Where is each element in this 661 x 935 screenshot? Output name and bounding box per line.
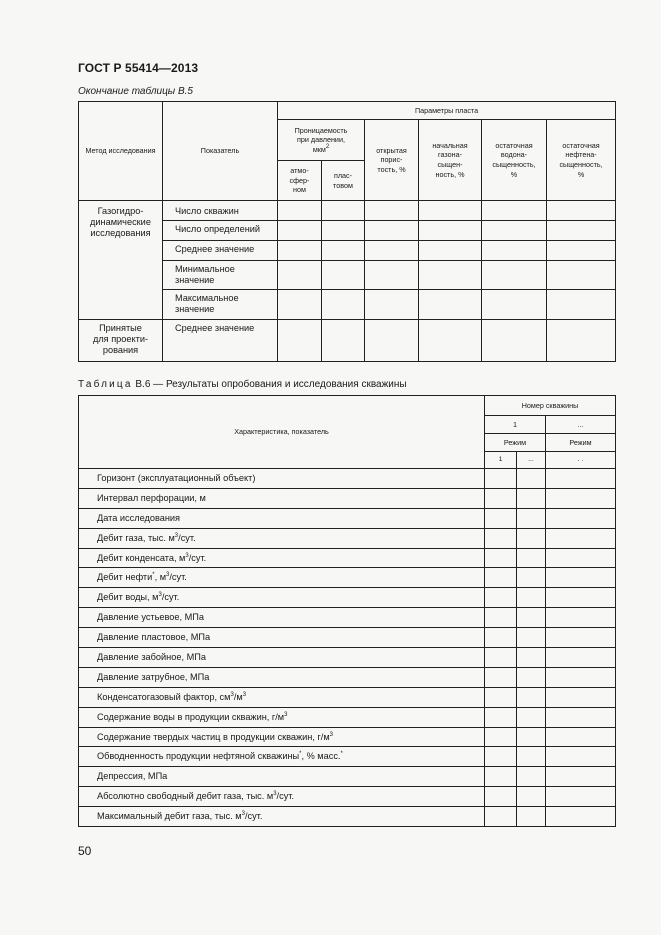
value-cell[interactable] bbox=[546, 608, 616, 628]
value-cell[interactable] bbox=[517, 628, 546, 648]
value-cell[interactable] bbox=[546, 588, 616, 608]
value-cell[interactable] bbox=[546, 508, 616, 528]
characteristic-row-label: Давление пластовое, МПа bbox=[79, 628, 485, 648]
value-cell[interactable] bbox=[278, 241, 322, 261]
value-cell[interactable] bbox=[517, 807, 546, 827]
characteristic-row-label: Дебит воды, $м^3$/сут. bbox=[79, 588, 485, 608]
value-cell[interactable] bbox=[278, 320, 322, 362]
mode-header-2: Режим bbox=[546, 434, 616, 452]
value-cell[interactable] bbox=[365, 320, 419, 362]
value-cell[interactable] bbox=[322, 221, 365, 241]
value-cell[interactable] bbox=[419, 290, 482, 320]
value-cell[interactable] bbox=[517, 588, 546, 608]
characteristic-row-label: Дебит газа, тыс. $м^3$/сут. bbox=[79, 528, 485, 548]
table-b6 bbox=[78, 395, 616, 827]
value-cell[interactable] bbox=[482, 201, 547, 221]
value-cell[interactable] bbox=[485, 568, 517, 588]
value-cell[interactable] bbox=[482, 221, 547, 241]
value-cell[interactable] bbox=[365, 261, 419, 290]
indicator-header: Показатель bbox=[163, 102, 278, 201]
value-cell[interactable] bbox=[482, 241, 547, 261]
value-cell[interactable] bbox=[419, 241, 482, 261]
value-cell[interactable] bbox=[322, 241, 365, 261]
value-cell[interactable] bbox=[485, 787, 517, 807]
value-cell[interactable] bbox=[517, 469, 546, 489]
value-cell[interactable] bbox=[485, 707, 517, 727]
mode-sub-1: 1 bbox=[485, 452, 517, 469]
mode-sub-more-2: . . bbox=[546, 452, 616, 469]
well-number-header: Номер скважины bbox=[485, 396, 616, 416]
value-cell[interactable] bbox=[546, 568, 616, 588]
value-cell[interactable] bbox=[322, 261, 365, 290]
value-cell[interactable] bbox=[517, 787, 546, 807]
characteristic-row-label: Дебит конденсата, $м^3$/сут. bbox=[79, 548, 485, 568]
open-porosity-header: открытая порис- тость, % bbox=[365, 120, 419, 201]
value-cell[interactable] bbox=[278, 261, 322, 290]
value-cell[interactable] bbox=[485, 548, 517, 568]
permeability-header: Проницаемость при давлении, мкм$^2$ bbox=[278, 120, 365, 161]
value-cell[interactable] bbox=[546, 628, 616, 648]
value-cell[interactable] bbox=[517, 767, 546, 787]
value-cell[interactable] bbox=[517, 747, 546, 767]
characteristic-row-label: Содержание воды в продукции скважин, $г/м^3$ bbox=[79, 707, 485, 727]
value-cell[interactable] bbox=[485, 727, 517, 747]
value-cell[interactable] bbox=[419, 221, 482, 241]
value-cell[interactable] bbox=[485, 648, 517, 668]
value-cell[interactable] bbox=[546, 548, 616, 568]
table-b5 bbox=[78, 101, 616, 362]
characteristic-row-label: Дебит нефти*, $м^3$/сут. bbox=[79, 568, 485, 588]
value-cell[interactable] bbox=[485, 807, 517, 827]
value-cell[interactable] bbox=[547, 221, 616, 241]
document-standard-number: ГОСТ Р 55414—2013 bbox=[78, 61, 199, 75]
value-cell[interactable] bbox=[485, 588, 517, 608]
value-cell[interactable] bbox=[546, 707, 616, 727]
characteristic-row-label: Давление забойное, МПа bbox=[79, 648, 485, 668]
value-cell[interactable] bbox=[365, 221, 419, 241]
value-cell[interactable] bbox=[482, 261, 547, 290]
value-cell[interactable] bbox=[322, 290, 365, 320]
value-cell[interactable] bbox=[547, 241, 616, 261]
value-cell[interactable] bbox=[547, 261, 616, 290]
value-cell[interactable] bbox=[365, 241, 419, 261]
indicator-cell: Среднее значение bbox=[163, 241, 278, 261]
value-cell[interactable] bbox=[546, 687, 616, 707]
table-b5-caption: Окончание таблицы В.5 bbox=[78, 86, 193, 97]
value-cell[interactable] bbox=[485, 488, 517, 508]
value-cell[interactable] bbox=[546, 667, 616, 687]
value-cell[interactable] bbox=[485, 628, 517, 648]
value-cell[interactable] bbox=[485, 608, 517, 628]
reservoir-parameters-header: Параметры пласта bbox=[278, 102, 616, 120]
value-cell[interactable] bbox=[517, 528, 546, 548]
table-b6-caption: Таблица В.6 — Результаты опробования и исследования скважины bbox=[78, 379, 407, 390]
mode-sub-more: ... bbox=[517, 452, 546, 469]
characteristic-row-label: Дата исследования bbox=[79, 508, 485, 528]
indicator-cell: Минимальное значение bbox=[163, 261, 278, 290]
indicator-cell: Число определений bbox=[163, 221, 278, 241]
value-cell[interactable] bbox=[485, 747, 517, 767]
characteristic-row-label: Депрессия, МПа bbox=[79, 767, 485, 787]
reservoir-pressure-header: плас- товом bbox=[322, 161, 365, 201]
value-cell[interactable] bbox=[547, 290, 616, 320]
value-cell[interactable] bbox=[517, 687, 546, 707]
value-cell[interactable] bbox=[517, 568, 546, 588]
value-cell[interactable] bbox=[485, 687, 517, 707]
value-cell[interactable] bbox=[546, 747, 616, 767]
value-cell[interactable] bbox=[517, 707, 546, 727]
characteristic-row-label: Горизонт (эксплуатационный объект) bbox=[79, 469, 485, 489]
characteristic-row-label: Конденсатогазовый фактор, $см^3/м^3$ bbox=[79, 687, 485, 707]
value-cell[interactable] bbox=[419, 201, 482, 221]
characteristic-row-label: Содержание твердых частиц в продукции скважин, $г/м^3$ bbox=[79, 727, 485, 747]
well-more-header: ... bbox=[546, 416, 616, 434]
value-cell[interactable] bbox=[482, 320, 547, 362]
value-cell[interactable] bbox=[517, 488, 546, 508]
residual-water-saturation-header: остаточная водона- сыщенность, % bbox=[482, 120, 547, 201]
value-cell[interactable] bbox=[485, 667, 517, 687]
value-cell[interactable] bbox=[485, 767, 517, 787]
value-cell[interactable] bbox=[517, 667, 546, 687]
characteristic-header: Характеристика, показатель bbox=[79, 396, 485, 469]
value-cell[interactable] bbox=[546, 767, 616, 787]
value-cell[interactable] bbox=[278, 201, 322, 221]
value-cell[interactable] bbox=[517, 727, 546, 747]
value-cell[interactable] bbox=[546, 469, 616, 489]
indicator-cell: Максимальное значение bbox=[163, 290, 278, 320]
residual-oil-saturation-header: остаточная нефтена- сыщенность, % bbox=[547, 120, 616, 201]
characteristic-row-label: Давление затрубное, МПа bbox=[79, 667, 485, 687]
well-1-header: 1 bbox=[485, 416, 546, 434]
value-cell[interactable] bbox=[547, 201, 616, 221]
value-cell[interactable] bbox=[485, 508, 517, 528]
characteristic-row-label: Обводненность продукции нефтяной скважины*, % масс.* bbox=[79, 747, 485, 767]
value-cell[interactable] bbox=[517, 648, 546, 668]
value-cell[interactable] bbox=[322, 320, 365, 362]
value-cell[interactable] bbox=[278, 221, 322, 241]
value-cell[interactable] bbox=[546, 488, 616, 508]
indicator-cell: Среднее значение bbox=[163, 320, 278, 362]
value-cell[interactable] bbox=[482, 290, 547, 320]
value-cell[interactable] bbox=[322, 201, 365, 221]
value-cell[interactable] bbox=[546, 787, 616, 807]
characteristic-row-label: Абсолютно свободный дебит газа, тыс. $м^3$/сут. bbox=[79, 787, 485, 807]
method-header: Метод исследования bbox=[79, 102, 163, 201]
value-cell[interactable] bbox=[546, 807, 616, 827]
value-cell[interactable] bbox=[365, 290, 419, 320]
value-cell[interactable] bbox=[365, 201, 419, 221]
value-cell[interactable] bbox=[419, 261, 482, 290]
value-cell[interactable] bbox=[485, 528, 517, 548]
value-cell[interactable] bbox=[517, 548, 546, 568]
value-cell[interactable] bbox=[278, 290, 322, 320]
characteristic-row-label: Максимальный дебит газа, тыс. $м^3$/сут. bbox=[79, 807, 485, 827]
method-cell: Газогидро- динамические исследования bbox=[79, 201, 163, 320]
atmospheric-pressure-header: атмо- сфер- ном bbox=[278, 161, 322, 201]
page-number: 50 bbox=[78, 844, 92, 858]
value-cell[interactable] bbox=[546, 528, 616, 548]
mode-header-1: Режим bbox=[485, 434, 546, 452]
value-cell[interactable] bbox=[517, 508, 546, 528]
value-cell[interactable] bbox=[547, 320, 616, 362]
characteristic-row-label: Интервал перфорации, м bbox=[79, 488, 485, 508]
method-cell: Принятые для проекти- рования bbox=[79, 320, 163, 362]
indicator-cell: Число скважин bbox=[163, 201, 278, 221]
characteristic-row-label: Давление устьевое, МПа bbox=[79, 608, 485, 628]
value-cell[interactable] bbox=[546, 648, 616, 668]
initial-gas-saturation-header: начальная газона- сыщен- ность, % bbox=[419, 120, 482, 201]
value-cell[interactable] bbox=[517, 608, 546, 628]
value-cell[interactable] bbox=[485, 469, 517, 489]
value-cell[interactable] bbox=[419, 320, 482, 362]
value-cell[interactable] bbox=[546, 727, 616, 747]
